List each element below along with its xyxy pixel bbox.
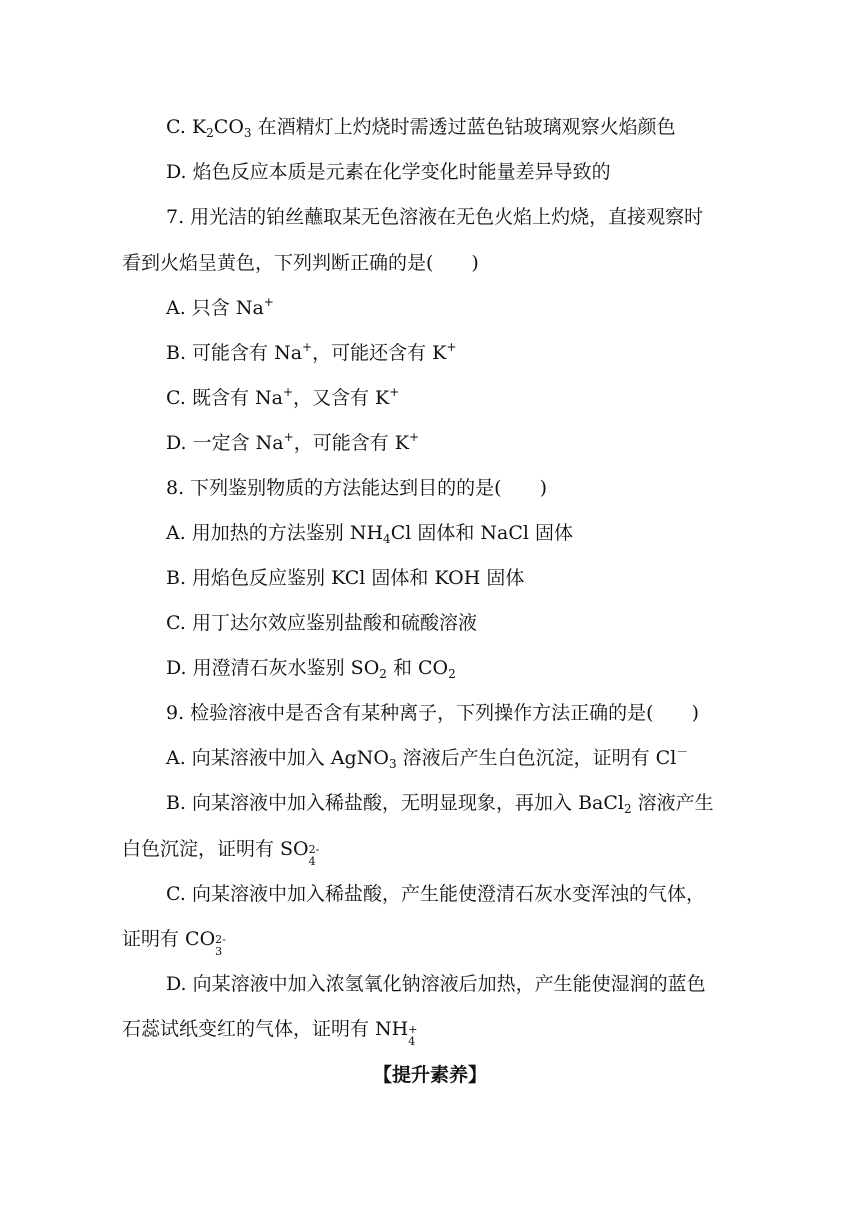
option-d-q7: D. 一定含 Na+，可能含有 K+ xyxy=(166,430,419,454)
option-b-q7: B. 可能含有 Na+，可能还含有 K+ xyxy=(166,340,457,364)
option-c-q9: C. 向某溶液中加入稀盐酸，产生能使澄清石灰水变浑浊的气体， xyxy=(166,883,705,905)
option-a-q7: A. 只含 Na+ xyxy=(166,295,274,319)
question-7-stem-cont: 看到火焰呈黄色，下列判断正确的是( ) xyxy=(122,252,479,274)
option-b-q9-cont: 白色沉淀，证明有 SO 2- 4 xyxy=(122,838,320,868)
option-b-q8: B. 用焰色反应鉴别 KCl 固体和 KOH 固体 xyxy=(166,567,525,589)
option-a-q9: A. 向某溶液中加入 AgNO$_3$ 溶液后产生白色沉淀，证明有 Cl－ xyxy=(166,745,689,771)
option-c-q8: C. 用丁达尔效应鉴别盐酸和硫酸溶液 xyxy=(166,612,477,634)
option-d-q9: D. 向某溶液中加入浓氢氧化钠溶液后加热，产生能使湿润的蓝色 xyxy=(166,973,706,995)
section-heading: 【提升素养】 xyxy=(372,1064,487,1086)
question-8-stem: 8. 下列鉴别物质的方法能达到目的的是( ) xyxy=(166,477,547,499)
option-a-q8: A. 用加热的方法鉴别 $NH_4Cl$ 固体和 NaCl 固体 xyxy=(166,522,573,546)
option-d-q8: D. 用澄清石灰水鉴别 $SO_2$ 和 $CO_2$ xyxy=(166,657,456,681)
option-c-q9-cont: 证明有 CO 2- 3 xyxy=(122,928,226,958)
option-b-q9: B. 向某溶液中加入稀盐酸，无明显现象，再加入 BaCl$_2$ 溶液产生 xyxy=(166,792,714,816)
question-7-stem: 7. 用光洁的铂丝蘸取某无色溶液在无色火焰上灼烧，直接观察时 xyxy=(166,206,704,228)
option-d-q9-cont: 石蕊试纸变红的气体，证明有 NH + 4 xyxy=(122,1018,418,1048)
option-d-q6: D. 焰色反应本质是元素在化学变化时能量差异导致的 xyxy=(166,161,611,183)
question-9-stem: 9. 检验溶液中是否含有某种离子，下列操作方法正确的是( ) xyxy=(166,702,699,724)
option-c-q7: C. 既含有 Na+，又含有 K+ xyxy=(166,385,400,409)
option-c-q6: C. $K_2CO_3$ 在酒精灯上灼烧时需透过蓝色钴玻璃观察火焰颜色 xyxy=(166,116,676,140)
